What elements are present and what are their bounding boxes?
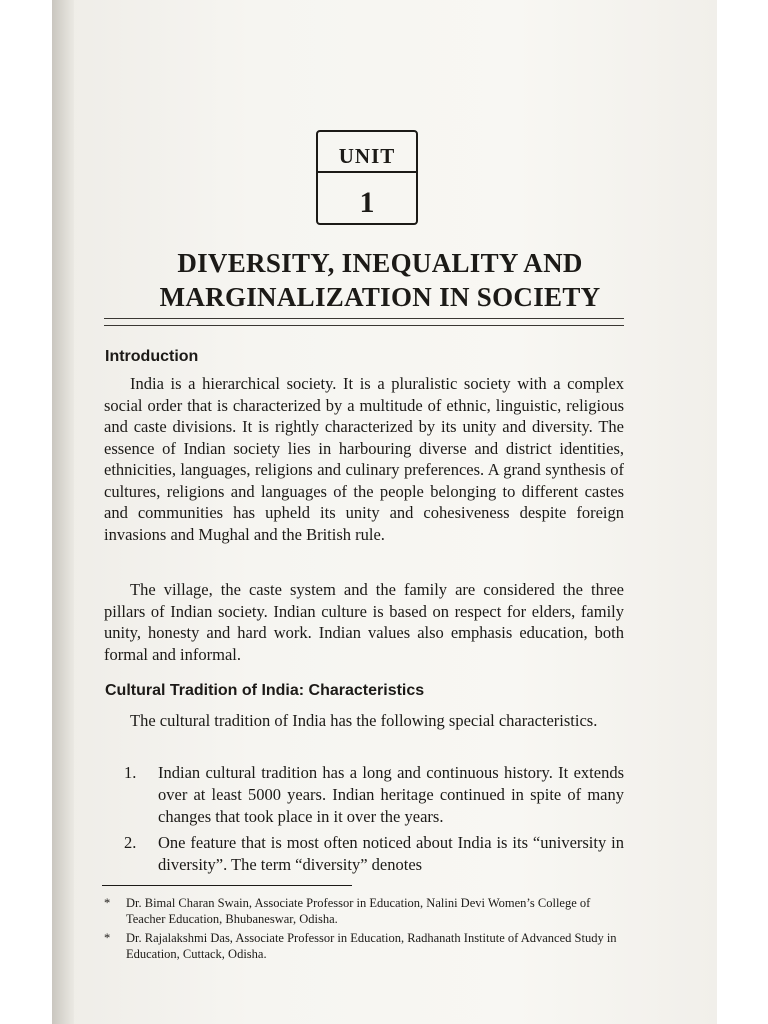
list-item-number: 2.	[124, 833, 137, 852]
section-heading-cultural-tradition: Cultural Tradition of India: Characteristics	[105, 682, 425, 699]
footnote-text: Dr. Rajalakshmi Das, Associate Professor in Education, Radhanath Institute of Advanced Study in Education, Cuttack, Odisha.	[126, 931, 617, 961]
unit-number: 1	[359, 186, 375, 219]
footnote-mark: *	[104, 931, 111, 945]
list-item-text: Indian cultural tradition has a long and continuous history. It extends over at least 5000 years. Indian heritage continued in spite of many changes that took place in it over the years.	[158, 763, 624, 826]
intro-paragraph-2	[104, 579, 624, 665]
cultural-paragraph-1	[104, 710, 624, 732]
unit-divider	[318, 171, 416, 173]
footnote-rule	[102, 885, 352, 886]
chapter-title-line-2: MARGINALIZATION IN SOCIETY	[159, 282, 601, 312]
page-gutter	[52, 0, 74, 1024]
footnote-mark: *	[104, 896, 111, 910]
intro-paragraph-2-text: The village, the caste system and the family are considered the three pillars of Indian society. Indian culture is based on respect for elders, family unity, honesty and hard work. Indian values also emphasis education, both formal and informal.	[104, 580, 624, 664]
unit-label: UNIT	[338, 144, 396, 168]
list-item-number: 1.	[124, 763, 137, 782]
intro-paragraph-1-text: India is a hierarchical society. It is a pluralistic society with a complex social order that is characterized by a multitude of ethnic, linguistic, religious and caste divisions. It is rightly characterized by its unity and diversity. The essence of Indian society lies in harbouring diverse and district identities, ethnicities, languages, religions and culinary preferences. A grand synthesis of cultures, religions and languages of the people belonging to different castes and communities has upheld its unity and cohesiveness despite foreign invasions and Mughal and the British rule.	[104, 374, 624, 544]
chapter-title-line-1: DIVERSITY, INEQUALITY AND	[177, 248, 583, 278]
title-double-rule	[104, 318, 624, 326]
cultural-paragraph-1-text: The cultural tradition of India has the following special characteristics.	[130, 711, 598, 730]
footnote	[104, 895, 624, 927]
footnote-text: Dr. Bimal Charan Swain, Associate Professor in Education, Nalini Devi Women’s College of Teacher Education, Bhubaneswar, Odisha.	[126, 896, 591, 926]
unit-badge	[316, 130, 418, 225]
list-item	[124, 832, 624, 876]
list-item-text: One feature that is most often noticed about India is its “university in diversity”. The term “diversity” denotes	[158, 833, 624, 874]
list-item	[124, 762, 624, 828]
section-heading-introduction: Introduction	[105, 348, 199, 365]
footnote	[104, 930, 624, 962]
intro-paragraph-1	[104, 373, 624, 545]
